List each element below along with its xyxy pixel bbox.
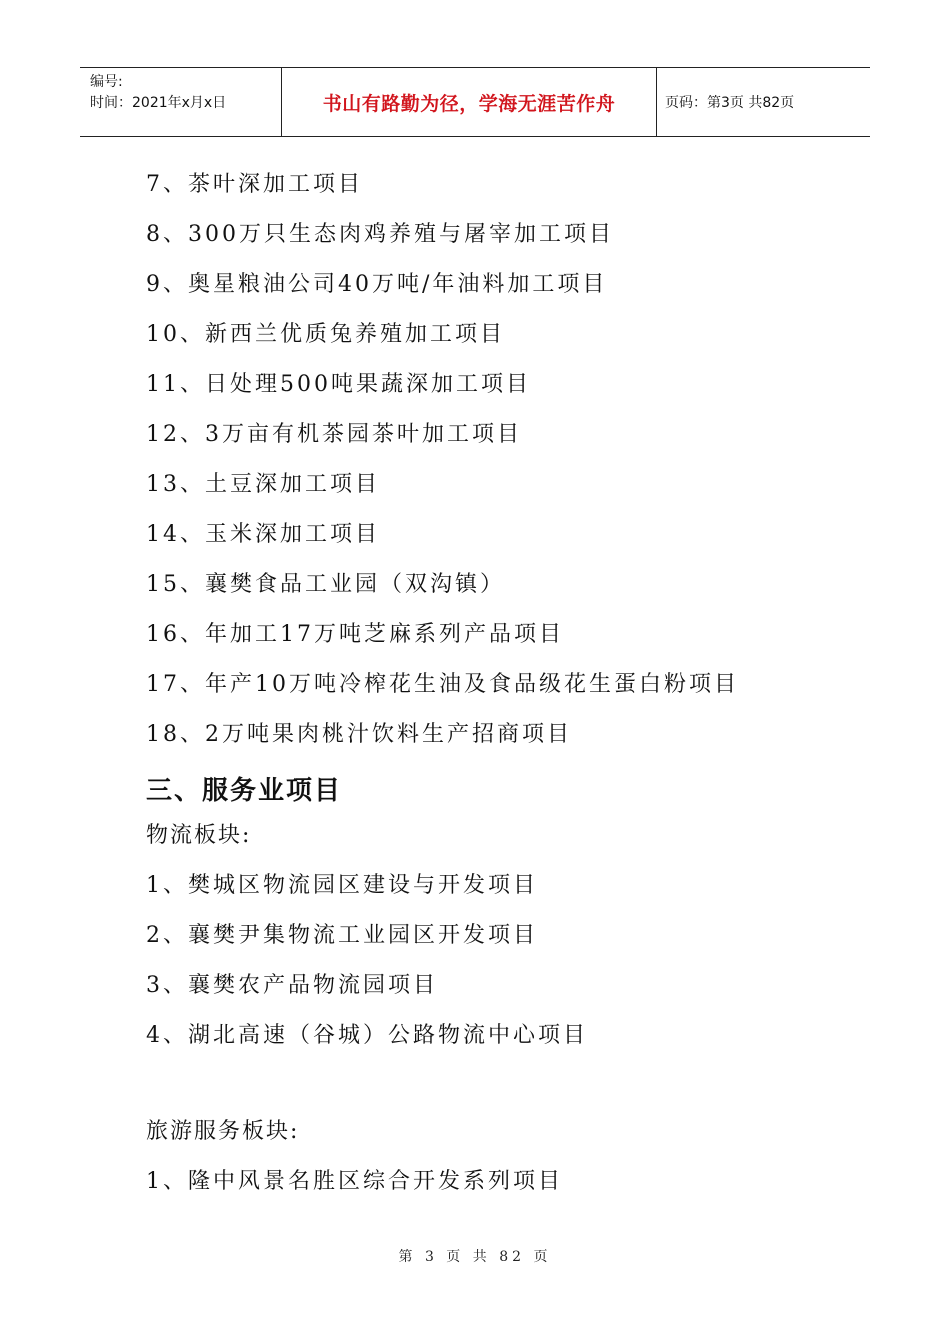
list-item: 12、3万亩有机茶园茶叶加工项目 (146, 422, 522, 447)
tourism-block-label: 旅游服务板块: (146, 1119, 300, 1144)
document-body (146, 168, 866, 1215)
list-item: 13、土豆深加工项目 (146, 472, 380, 497)
list-item: 14、玉米深加工项目 (146, 522, 380, 547)
doc-time-label: 时间：2021年x月x日 (90, 95, 227, 111)
project-list-top (146, 168, 866, 768)
page-header (80, 67, 870, 137)
list-item: 11、日处理500吨果蔬深加工项目 (146, 372, 531, 397)
list-item: 8、300万只生态肉鸡养殖与屠宰加工项目 (146, 222, 614, 247)
list-item: 1、樊城区物流园区建设与开发项目 (146, 873, 538, 898)
list-item: 3、襄樊农产品物流园项目 (146, 973, 438, 998)
logistics-block-label: 物流板块: (146, 823, 252, 848)
doc-number-label: 编号: (90, 74, 123, 90)
spacer (146, 1069, 866, 1115)
header-meta (80, 68, 282, 136)
list-item: 2、襄樊尹集物流工业园区开发项目 (146, 923, 538, 948)
list-item: 16、年加工17万吨芝麻系列产品项目 (146, 622, 564, 647)
logistics-list (146, 869, 866, 1069)
list-item: 1、隆中风景名胜区综合开发系列项目 (146, 1169, 563, 1194)
page-footer: 第 3 页 共 82 页 (398, 1249, 552, 1265)
header-motto: 书山有路勤为径，学海无涯苦作舟 (282, 68, 657, 136)
list-item: 9、奥星粮油公司40万吨/年油料加工项目 (146, 272, 608, 297)
list-item: 15、襄樊食品工业园（双沟镇） (146, 572, 505, 597)
list-item: 4、湖北高速（谷城）公路物流中心项目 (146, 1023, 588, 1048)
section-title: 三、服务业项目 (146, 776, 343, 806)
list-item: 10、新西兰优质兔养殖加工项目 (146, 322, 505, 347)
tourism-list (146, 1165, 866, 1215)
list-item: 18、2万吨果肉桃汁饮料生产招商项目 (146, 722, 572, 747)
header-page-info: 页码：第3页 共82页 (665, 95, 795, 111)
list-item: 17、年产10万吨冷榨花生油及食品级花生蛋白粉项目 (146, 672, 739, 697)
list-item: 7、茶叶深加工项目 (146, 172, 363, 197)
